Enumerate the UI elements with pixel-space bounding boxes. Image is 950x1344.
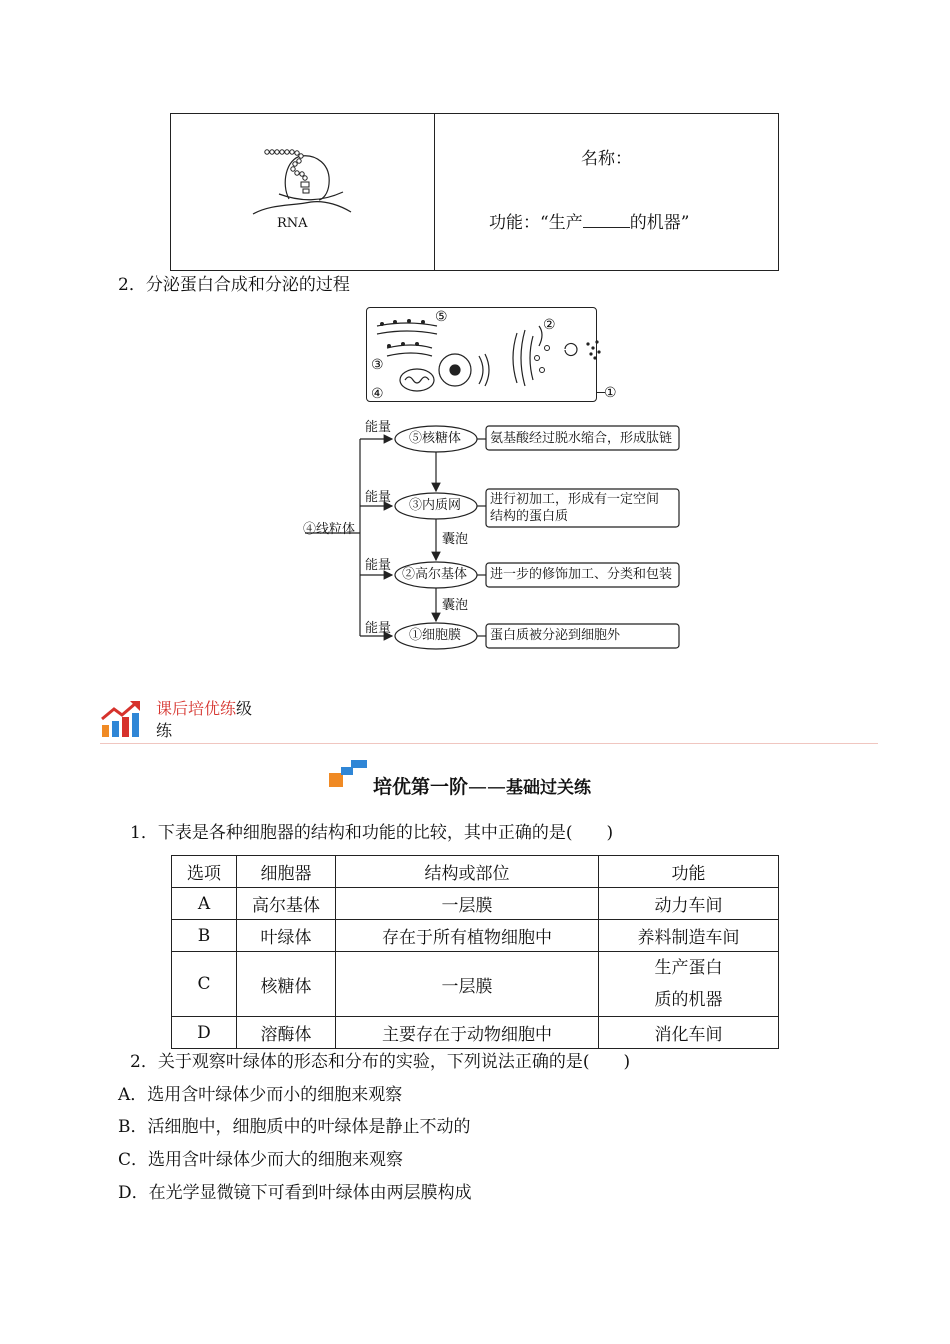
function-prefix: 功能：“生产 (489, 213, 583, 233)
label-3: ③ (371, 357, 384, 373)
tier-title-dash: —— (468, 776, 507, 798)
cell-option: C (172, 952, 237, 1017)
cell-organelle: 溶酶体 (237, 1017, 336, 1049)
cell-function: 养料制造车间 (599, 920, 779, 952)
ribosome-table (170, 113, 779, 271)
flowchart-lines (300, 415, 690, 660)
energy-label-1: 能量 (365, 420, 392, 435)
cell-organelle: 核糖体 (237, 952, 336, 1017)
section2-title: 2．分泌蛋白合成和分泌的过程 (118, 275, 350, 295)
q2-option-a: A．选用含叶绿体少而小的细胞来观察 (118, 1085, 403, 1105)
energy-label-4: 能量 (365, 621, 392, 636)
cell-diagram (366, 307, 597, 402)
function-er-line2: 结构的蛋白质 (490, 509, 569, 524)
q2-option-d: D．在光学显微镜下可看到叶绿体由两层膜构成 (118, 1183, 472, 1203)
practice-header-red: 课后培优练 (156, 699, 237, 718)
function-label (489, 211, 689, 234)
organelle-ribosome: ⑤核糖体 (409, 431, 462, 446)
ribosome-diagram (251, 144, 361, 224)
mitochondria-source: ④线粒体 (303, 522, 356, 537)
vesicle-label-1: 囊泡 (442, 532, 469, 547)
practice-header-line2: 练 (156, 721, 173, 740)
table-row (172, 888, 779, 920)
table-row (172, 920, 779, 952)
header-structure: 结构或部位 (336, 856, 599, 888)
cell-function: 动力车间 (599, 888, 779, 920)
q2-option-b: B．活细胞中，细胞质中的叶绿体是静止不动的 (118, 1117, 471, 1137)
organelle-membrane: ①细胞膜 (409, 628, 462, 643)
table-row (172, 952, 779, 1017)
tier-title-sub: 基础过关练 (506, 778, 592, 798)
label-1: ① (604, 385, 617, 401)
table-header-row (172, 856, 779, 888)
cell-option: B (172, 920, 237, 952)
label-4: ④ (371, 386, 384, 402)
ribosome-divider (434, 114, 435, 270)
stairs-icon (329, 759, 369, 789)
cell-function-line2: 质的机器 (654, 990, 723, 1010)
header-organelle: 细胞器 (237, 856, 336, 888)
function-membrane: 蛋白质被分泌到细胞外 (490, 628, 621, 643)
practice-header-black: 级 (236, 699, 253, 718)
table-row (172, 1017, 779, 1049)
organelle-golgi: ②高尔基体 (402, 567, 468, 582)
bar-chart-icon (100, 699, 144, 739)
header-option: 选项 (172, 856, 237, 888)
cell-option: D (172, 1017, 237, 1049)
cell-structure: 一层膜 (336, 888, 599, 920)
header-function: 功能 (599, 856, 779, 888)
tier-title-main: 培优第一阶 (373, 776, 469, 798)
q2-stem: 2．关于观察叶绿体的形态和分布的实验，下列说法正确的是( ) (130, 1052, 631, 1072)
function-er-line1: 进行初加工，形成有一定空间 (490, 492, 660, 507)
function-golgi: 进一步的修饰加工、分类和包装 (490, 567, 673, 582)
label-2: ② (543, 317, 556, 333)
label-5: ⑤ (435, 309, 448, 325)
cell-option: A (172, 888, 237, 920)
organelle-comparison-table (171, 855, 779, 1049)
function-ribosome: 氨基酸经过脱水缩合，形成肽链 (490, 431, 673, 446)
name-label: 名称： (581, 149, 632, 169)
practice-header-line1 (156, 698, 252, 720)
cell-structure: 主要存在于动物细胞中 (336, 1017, 599, 1049)
vesicle-label-2: 囊泡 (442, 598, 469, 613)
energy-label-3: 能量 (365, 558, 392, 573)
organelle-er: ③内质网 (409, 498, 462, 513)
cell-structure: 一层膜 (336, 952, 599, 1017)
cell-function-line1: 生产蛋白 (654, 958, 723, 978)
cell-function (599, 952, 779, 1017)
tier-title (373, 772, 591, 799)
energy-label-2: 能量 (365, 490, 392, 505)
rna-label: RNA (277, 216, 308, 231)
q1-stem: 1．下表是各种细胞器的结构和功能的比较，其中正确的是( ) (130, 823, 614, 843)
cell-organelle: 叶绿体 (237, 920, 336, 952)
cell-structure: 存在于所有植物细胞中 (336, 920, 599, 952)
q2-option-c: C．选用含叶绿体少而大的细胞来观察 (118, 1150, 404, 1170)
header-divider (100, 743, 878, 744)
cell-organelle: 高尔基体 (237, 888, 336, 920)
function-blank (583, 211, 630, 228)
cell-function: 消化车间 (599, 1017, 779, 1049)
function-suffix: 的机器” (629, 213, 690, 233)
